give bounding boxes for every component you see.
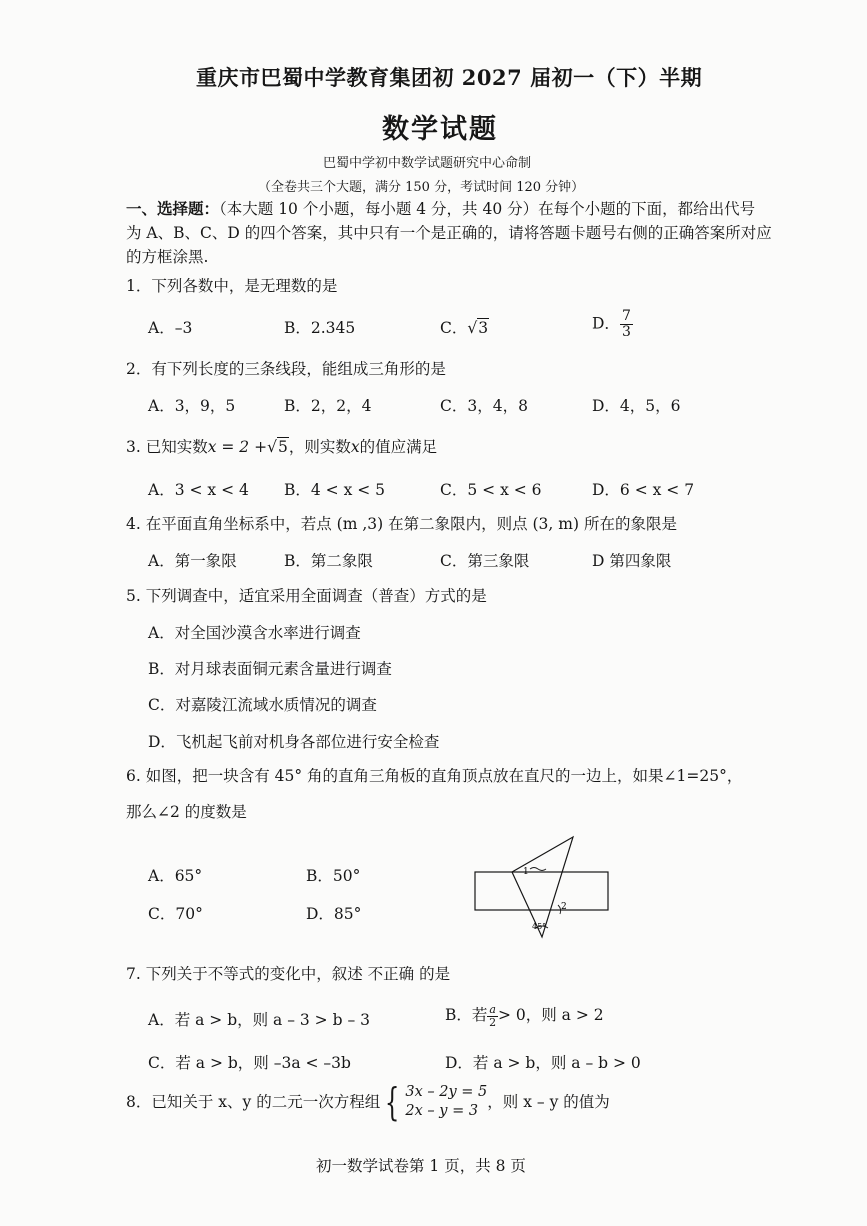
- section-1-desc-2: 为 A、B、C、D 的四个答案，其中只有一个是正确的，请将答题卡题号右侧的正确答案所对应: [126, 224, 772, 242]
- q3-stem-radicand: 5: [277, 438, 288, 456]
- q3-stem-mid: ，则实数: [288, 438, 351, 456]
- fraction-denominator: 2: [489, 1015, 497, 1029]
- q2-option-a: A．3，9，5: [148, 397, 236, 415]
- q7-option-b: [445, 1003, 604, 1029]
- q3-option-b: B．4 < x < 5: [284, 481, 386, 499]
- q2-option-d: D．4，5，6: [592, 397, 681, 415]
- section-1-desc-3: 的方框涂黑.: [126, 248, 209, 266]
- fraction-numerator: 7: [621, 308, 631, 324]
- q5-option-d: D．飞机起飞前对机身各部位进行安全检查: [148, 733, 440, 751]
- q3-option-a: A．3 < x < 4: [148, 481, 249, 499]
- q5-option-c: C．对嘉陵江流域水质情况的调查: [148, 696, 377, 714]
- fraction-denominator: 3: [621, 324, 631, 340]
- q7-option-b-fraction: [487, 1004, 498, 1029]
- q3-stem-pre: 3. 已知实数: [126, 438, 208, 456]
- q8-equation-2: 2x – y = 3: [405, 1103, 479, 1119]
- q4-option-b: B．第二象限: [284, 552, 373, 570]
- q3-option-c: C．5 < x < 6: [440, 481, 542, 499]
- q1-stem: 1．下列各数中，是无理数的是: [126, 277, 338, 295]
- exam-subtitle: 数学试题: [382, 114, 498, 145]
- q6-figure: [470, 832, 615, 944]
- sqrt-symbol: √3: [467, 319, 489, 337]
- fig-label-2: 2: [561, 902, 567, 912]
- q7-option-d: D．若 a > b，则 a – b > 0: [445, 1054, 641, 1072]
- q1-option-c-label: C．: [440, 319, 468, 337]
- q8-stem-post: ，则 x – y 的值为: [487, 1093, 610, 1111]
- q5-option-a: A．对全国沙漠含水率进行调查: [148, 624, 361, 642]
- q1-option-c-radicand: 3: [478, 319, 489, 337]
- q8-stem-pre: 8．已知关于 x、y 的二元一次方程组: [126, 1093, 381, 1111]
- q3-option-d: D．6 < x < 7: [592, 481, 695, 499]
- q6-option-a: A．65°: [148, 867, 203, 885]
- q1-option-d-label: D．: [592, 314, 620, 333]
- q4-stem: 4. 在平面直角坐标系中，若点 (m ,3) 在第二象限内，则点 (3, m) 所在的象限是: [126, 515, 677, 533]
- q1-option-b: B．2.345: [284, 319, 356, 337]
- q3-stem-var: x: [350, 438, 360, 456]
- brace-symbol: {: [385, 1080, 400, 1124]
- q2-option-b: B．2，2，4: [284, 397, 372, 415]
- q6-stem-line-1: 6. 如图，把一块含有 45° 角的直角三角板的直角顶点放在直尺的一边上，如果∠1=25°，: [126, 767, 743, 785]
- q5-stem: 5. 下列调查中，适宜采用全面调查（普查）方式的是: [126, 587, 487, 605]
- q3-stem: [126, 436, 437, 458]
- q2-option-c: C．3，4，8: [440, 397, 528, 415]
- fig-label-1: 1: [523, 867, 529, 877]
- q7-option-c: C．若 a > b，则 –3a < –3b: [148, 1054, 351, 1072]
- q7-option-b-pre: B．若: [445, 1006, 488, 1024]
- q1-option-d: [592, 309, 633, 340]
- q1-option-c: [440, 316, 489, 338]
- q1-option-d-fraction: [620, 309, 633, 340]
- q3-stem-expr: x = 2 +: [207, 438, 268, 456]
- fraction-numerator: a: [489, 1002, 496, 1016]
- page-footer: 初一数学试卷第 1 页，共 8 页: [316, 1157, 526, 1175]
- q1-option-a: A．–3: [148, 319, 193, 337]
- q7-option-a: A．若 a > b，则 a – 3 > b – 3: [148, 1011, 370, 1029]
- sqrt-symbol: √5: [267, 438, 288, 456]
- q8-equation-1: 3x – 2y = 5: [405, 1084, 488, 1100]
- q7-option-b-post: > 0，则 a > 2: [497, 1006, 604, 1024]
- q8-equation-system: [380, 1080, 488, 1124]
- q4-option-c: C．第三象限: [440, 552, 530, 570]
- q6-option-b: B．50°: [306, 867, 361, 885]
- q4-option-a: A．第一象限: [148, 552, 237, 570]
- ruler-shape: [475, 872, 608, 910]
- q6-option-c: C．70°: [148, 905, 203, 923]
- exam-info: （全卷共三个大题，满分 150 分，考试时间 120 分钟）: [258, 180, 585, 195]
- section-1-heading: 一、选择题：: [126, 199, 220, 218]
- section-1-desc-1: （本大题 10 个小题，每小题 4 分，共 40 分）在每个小题的下面，都给出代号: [219, 200, 756, 218]
- q7-stem: 7. 下列关于不等式的变化中，叙述 不正确 的是: [126, 965, 451, 983]
- q3-stem-post: 的值应满足: [359, 438, 438, 456]
- q4-option-d: D 第四象限: [592, 552, 672, 570]
- q6-option-d: D．85°: [306, 905, 362, 923]
- exam-title: 重庆市巴蜀中学教育集团初 2027 届初一（下）半期: [196, 65, 703, 90]
- angle-1-arc: [530, 868, 546, 871]
- q5-option-b: B．对月球表面铜元素含量进行调查: [148, 660, 392, 678]
- exam-issuer: 巴蜀中学初中数学试题研究中心命制: [323, 156, 532, 171]
- section-1-line-1: [126, 198, 755, 220]
- fig-label-45: 45°: [532, 922, 547, 931]
- q8-stem: [126, 1080, 610, 1124]
- q6-stem-line-2: 那么∠2 的度数是: [126, 803, 247, 821]
- q2-stem: 2．有下列长度的三条线段，能组成三角形的是: [126, 360, 446, 378]
